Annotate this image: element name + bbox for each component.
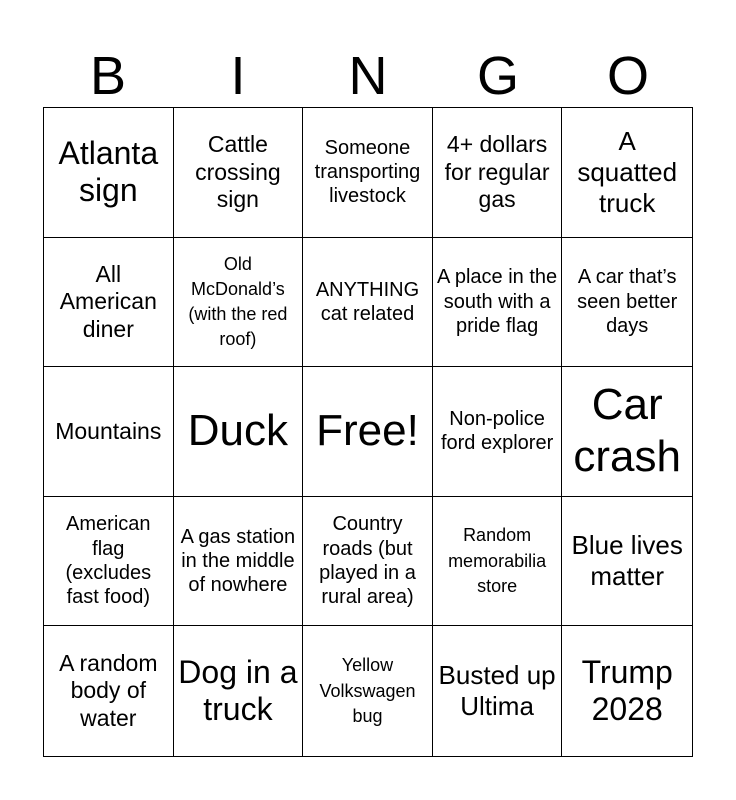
header-letter-n: N <box>348 46 388 106</box>
bingo-cell[interactable]: Non-police ford explorer <box>433 367 563 497</box>
bingo-cell[interactable]: Busted up Ultima <box>433 626 563 756</box>
bingo-cell[interactable]: 4+ dollars for regular gas <box>433 108 563 238</box>
bingo-cell[interactable]: ANYTHING cat related <box>303 238 433 368</box>
bingo-cell[interactable]: Old McDonald’s (with the red roof) <box>174 238 304 368</box>
bingo-cell[interactable]: Random memorabilia store <box>433 497 563 627</box>
bingo-card <box>43 107 693 757</box>
bingo-cell[interactable]: Atlanta sign <box>44 108 174 238</box>
bingo-cell[interactable]: Trump 2028 <box>581 654 673 728</box>
bingo-cell[interactable]: American flag (excludes fast food) <box>44 497 174 627</box>
free-space-cell[interactable]: Free! <box>303 367 433 497</box>
bingo-cell[interactable]: Car crash <box>562 367 692 497</box>
bingo-cell[interactable]: A squatted truck <box>562 108 692 238</box>
bingo-cell[interactable]: A car that’s seen better days <box>562 238 692 368</box>
bingo-cell[interactable]: Country roads (but played in a rural area) <box>303 497 433 627</box>
bingo-cell[interactable]: A place in the south with a pride flag <box>433 238 563 368</box>
header-letter-i: I <box>230 46 246 106</box>
bingo-cell[interactable]: All American diner <box>44 238 174 368</box>
bingo-cell[interactable]: A random body of water <box>44 626 174 756</box>
header-letter-g: G <box>476 46 519 106</box>
bingo-cell[interactable]: Yellow Volkswagen bug <box>303 626 433 756</box>
bingo-cell[interactable]: Mountains <box>44 367 174 497</box>
bingo-cell[interactable]: Duck <box>174 367 304 497</box>
header-letter-b: B <box>89 46 127 106</box>
bingo-header <box>43 44 693 108</box>
bingo-cell[interactable]: Dog in a truck <box>174 626 304 756</box>
bingo-cell[interactable]: A gas station in the middle of nowhere <box>174 497 304 627</box>
bingo-cell[interactable]: Cattle crossing sign <box>174 108 304 238</box>
header-letter-o: O <box>606 46 649 106</box>
bingo-cell[interactable]: Someone transporting livestock <box>303 108 433 238</box>
bingo-cell[interactable]: Blue lives matter <box>562 497 692 627</box>
